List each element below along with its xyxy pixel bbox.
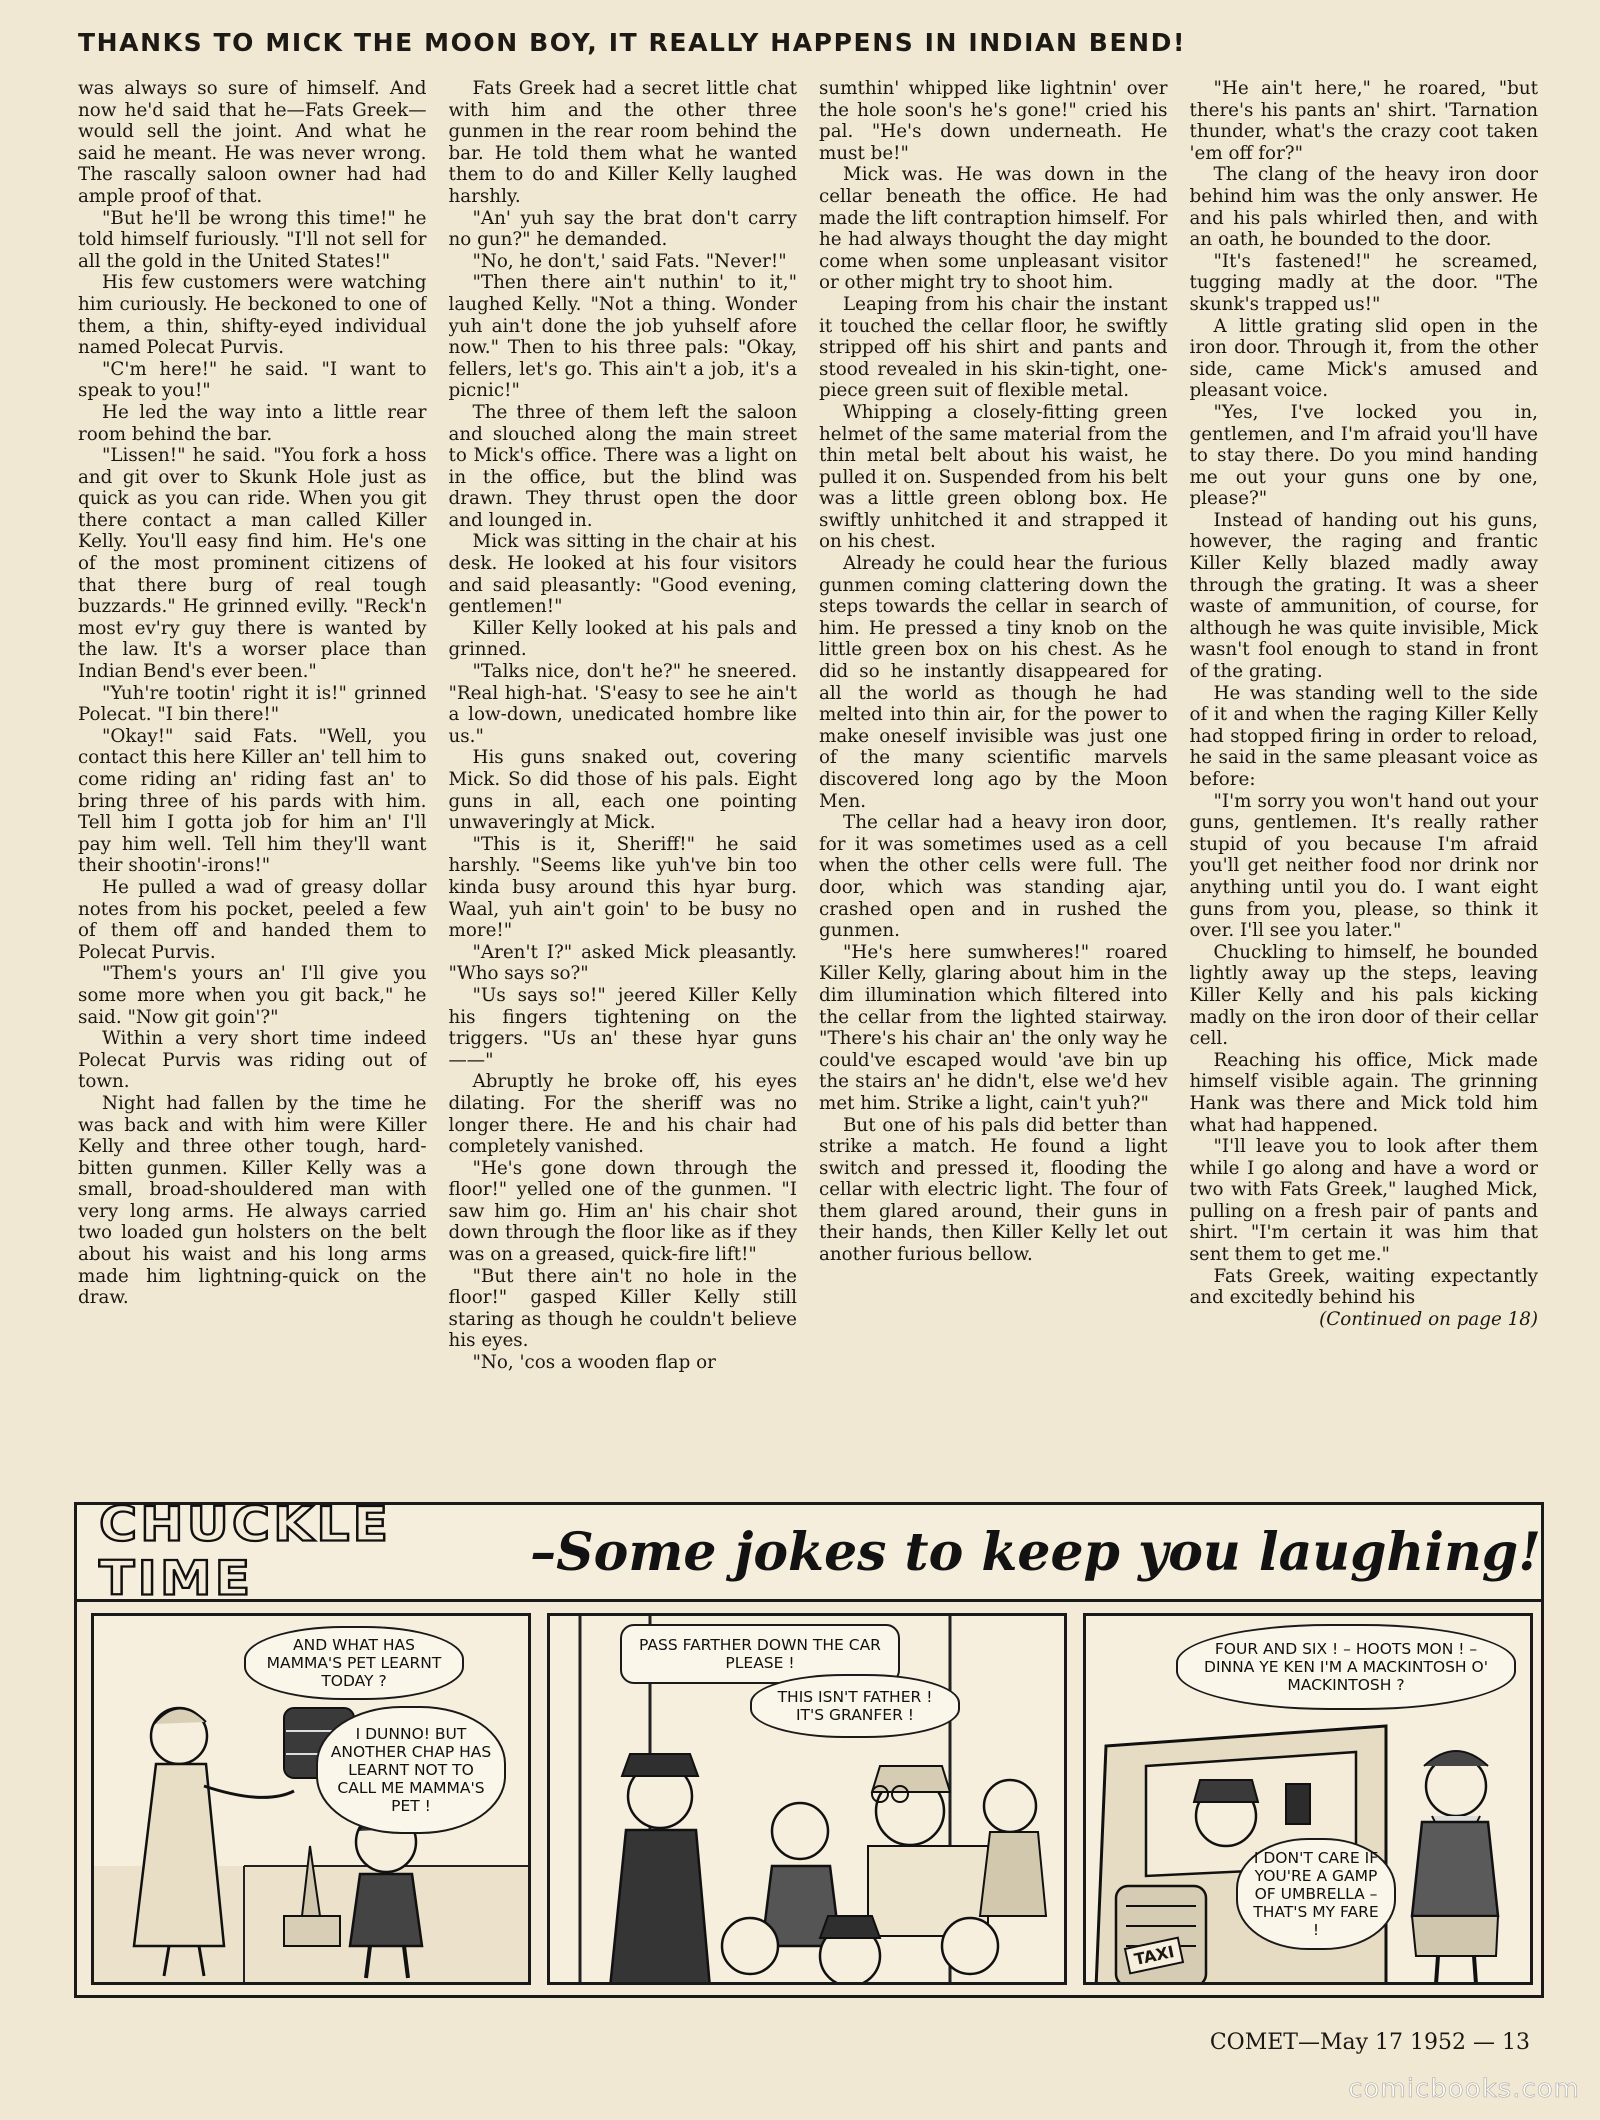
paragraph: "He's gone down through the floor!" yelled one of the gunmen. "I saw him go. Him an' his chair shot down through the floor like as if they was on a greased, quick-fire lift!" [448, 1157, 797, 1266]
paragraph: "Then there ain't nuthin' to it," laughed Kelly. "Not a thing. Wonder yuh ain't done the job yuhself afore now." Then to his three pals: "Okay, fellers, let's go. This ain't a job, it's a picnic!" [448, 272, 797, 402]
paragraph: His few customers were watching him curiously. He beckoned to one of them, a thin, shifty-eyed individual named Polecat Purvis. [78, 272, 427, 359]
speech-bubble-mother: AND WHAT HAS MAMMA'S PET LEARNT TODAY ? [244, 1626, 464, 1700]
chuckle-time-strip [74, 1498, 1544, 1998]
paragraph: Fats Greek, waiting expectantly and excitedly behind his [1189, 1265, 1538, 1309]
paragraph: Mick was sitting in the chair at his desk. He looked at his four visitors and said pleasantly: "Good evening, gentlemen!" [448, 531, 797, 618]
paragraph: "This is it, Sheriff!" he said harshly. "Seems like yuh've bin too kinda busy around this hyar burg. Waal, yuh ain't goin' to be busy no more!" [448, 833, 797, 942]
paragraph: Chuckling to himself, he bounded lightly away up the steps, leaving Killer Kelly and his pals kicking madly on the iron door of their cellar cell. [1189, 941, 1538, 1050]
paragraph: The three of them left the saloon and slouched along the main street to Mick's office. There was a light on in the office, but the blind was drawn. They thrust open the door and lounged in. [448, 401, 797, 531]
paragraph: But one of his pals did better than strike a match. He found a light switch and pressed it, flooding the cellar with electric light. The four of them glared around, their guns in their hands, then Killer Kelly let out another furious bellow. [819, 1114, 1168, 1266]
paragraph: Mick was. He was down in the cellar beneath the office. He had made the lift contraption himself. For he had always thought the day might come when some unpleasant visitor or other might try to shoot him. [819, 164, 1168, 294]
story-columns [78, 78, 1538, 1490]
paragraph: A little grating slid open in the iron door. Through it, from the other side, came Mick's amused and pleasant voice. [1189, 315, 1538, 402]
paragraph: "Them's yours an' I'll give you some more when you git back," he said. "Now git goin'?" [78, 963, 427, 1028]
paragraph: "No, 'cos a wooden flap or [472, 1352, 716, 1374]
chuckle-title: CHUCKLE TIME [99, 1498, 392, 1606]
paragraph: Killer Kelly looked at his pals and grinned. [448, 617, 797, 661]
paragraph: Already he could hear the furious gunmen coming clattering down the steps towards the cellar in search of him. He pressed a tiny knob on the little green box on his chest. As he did so he instantly disappeared for all the world as though he had melted into thin air, for the power to make oneself invisible was just one of the many scientific marvels discovered long ago by the Moon Men. [819, 553, 1168, 812]
paragraph: The clang of the heavy iron door behind him was the only answer. He and his pals whirled then, and with an oath, he bounded to the door. [1189, 164, 1538, 251]
story-column-1 [78, 78, 427, 1490]
paragraph: His guns snaked out, covering Mick. So did those of his pals. Eight guns in all, each one pointing unwaveringly at Mick. [448, 747, 797, 834]
story-column-4 [1190, 78, 1539, 1490]
paragraph: "It's fastened!" he screamed, tugging madly at the door. "The skunk's trapped us!" [1189, 250, 1538, 315]
continued-note: (Continued on page 18) [1319, 1308, 1538, 1330]
paragraph: Night had fallen by the time he was back and with him were Killer Kelly and three other tough, hard-bitten gunmen. Killer Kelly was a small, broad-shouldered man with very long arms. He always carried two loaded gun holsters on the belt about his waist and his long arms made him lightning-quick on the draw. [78, 1092, 427, 1309]
paragraph: He led the way into a little rear room behind the bar. [78, 401, 427, 445]
paragraph: The cellar had a heavy iron door, for it was sometimes used as a cell when the other cells were full. The door, which was standing ajar, crashed open and in rushed the gunmen. [819, 812, 1168, 942]
chuckle-banner [77, 1498, 1541, 1606]
chuckle-subtitle: –Some jokes to keep you laughing! [530, 1521, 1541, 1583]
speech-bubble-taxi-driver: I DON'T CARE IF YOU'RE A GAMP OF UMBRELLA – THAT'S MY FARE ! [1236, 1838, 1396, 1950]
paragraph: "Yes, I've locked you in, gentlemen, and I'm afraid you'll have to stay there. Do you mind handing me out your guns one by one, please?" [1189, 401, 1538, 510]
watermark: comicbooks.com [1348, 2074, 1580, 2104]
cartoon-panel-3 [1083, 1613, 1533, 1985]
paragraph: "Lissen!" he said. "You fork a hoss and git over to Skunk Hole just as quick as you can ride. When you git there contact a man called Killer Kelly. You'll easy find him. He's one of the most prominent citizens of that there burg of real tough buzzards." He grinned evilly. "Reck'n most ev'ry guy there is wanted by the law. It's a worser place than Indian Bend's ever been." [78, 445, 427, 683]
paragraph: "Aren't I?" asked Mick pleasantly. "Who says so?" [448, 941, 797, 985]
story-headline: THANKS TO MICK THE MOON BOY, IT REALLY HAPPENS IN INDIAN BEND! [78, 28, 1187, 57]
paragraph: Instead of handing out his guns, however, the raging and frantic Killer Kelly blazed madly away through the grating. It was a sheer waste of ammunition, of course, for although he was quite invisible, Mick wasn't fool enough to stand in front of the grating. [1189, 509, 1538, 683]
story-column-2 [449, 78, 798, 1490]
speech-bubble-passenger: THIS ISN'T FATHER ! IT'S GRANFER ! [750, 1674, 960, 1738]
paragraph: "He ain't here," he roared, "but there's his pants an' shirt. 'Tarnation thunder, what's the crazy coot taken 'em off for?" [1189, 78, 1538, 164]
taxi-sign: TAXI [1124, 1936, 1185, 1974]
cartoon-panel-2 [547, 1613, 1067, 1985]
paragraph: "He's here sumwheres!" roared Killer Kelly, glaring about him in the dim illumination which filtered into the cellar from the lighted stairway. "There's his chair an' the only way he could've escaped would 'ave bin up the stairs an' he didn't, else we'd hev met him. Strike a light, cain't yuh?" [819, 941, 1168, 1114]
speech-bubble-boy: I DUNNO! BUT ANOTHER CHAP HAS LEARNT NOT TO CALL ME MAMMA'S PET ! [316, 1706, 506, 1834]
paragraph: He was standing well to the side of it and when the raging Killer Kelly had stopped firing in order to reload, he said in the same pleasant voice as before: [1189, 682, 1538, 790]
paragraph: "But there ain't no hole in the floor!" gasped Killer Kelly still staring as though he couldn't believe his eyes. [448, 1265, 797, 1352]
paragraph: Whipping a closely-fitting green helmet of the same material from the thin metal belt about his waist, he pulled it on. Suspended from his belt was a little green oblong box. He swiftly unhitched it and strapped it on his chest. [819, 401, 1168, 553]
paragraph: sumthin' whipped like lightnin' over the hole soon's he's gone!" cried his pal. "He's down underneath. He must be!" [819, 78, 1168, 164]
paragraph: "Us says so!" jeered Killer Kelly his fingers tightening on the triggers. "Us an' these hyar guns——" [448, 984, 797, 1071]
paragraph: "No, he don't,' said Fats. "Never!" [472, 250, 787, 272]
paragraph: "I'm sorry you won't hand out your guns, gentlemen. It's really rather stupid of you because I'm afraid you'll get neither food nor drink nor anything until you do. I want eight guns from you, please, so think it over. I'll see you later." [1189, 790, 1538, 942]
speech-bubble-conductor: PASS FARTHER DOWN THE CAR PLEASE ! [620, 1624, 900, 1684]
page-footer: COMET—May 17 1952 — 13 [1209, 2030, 1530, 2055]
paragraph: "Okay!" said Fats. "Well, you contact this here Killer an' tell him to come riding an' riding fast an' to bring three of his pards with him. Tell him I gotta job for him an' I'll pay him well. Tell him they'll want their shootin'-irons!" [78, 725, 427, 877]
paragraph: Fats Greek had a secret little chat with him and the other three gunmen in the rear room behind the bar. He told them what he wanted them to do and Killer Kelly laughed harshly. [448, 78, 797, 207]
paragraph: Within a very short time indeed Polecat Purvis was riding out of town. [78, 1028, 427, 1093]
paragraph: He pulled a wad of greasy dollar notes from his pocket, peeled a few of them off and handed them to Polecat Purvis. [78, 876, 427, 963]
paragraph: "But he'll be wrong this time!" he told himself furiously. "I'll not sell for all the gold in the United States!" [78, 207, 427, 272]
paragraph: Abruptly he broke off, his eyes dilating. For the sheriff was no longer there. He and his chair had completely vanished. [448, 1071, 797, 1158]
paragraph: Reaching his office, Mick made himself visible again. The grinning Hank was there and Mick told him what had happened. [1189, 1049, 1538, 1136]
paragraph: "I'll leave you to look after them while I go along and have a word or two with Fats Greek," laughed Mick, pulling on a fresh pair of pants and shirt. "I'm certain it was him that sent them to get me." [1189, 1136, 1538, 1266]
cartoon-panel-1 [91, 1613, 531, 1985]
paragraph: "C'm here!" he said. "I want to speak to you!" [78, 358, 427, 402]
paragraph: was always so sure of himself. And now he'd said that he—Fats Greek—would sell the joint. And what he said he meant. He was never wrong. The rascally saloon owner had had ample proof of that. [78, 78, 427, 207]
paragraph: Leaping from his chair the instant it touched the cellar floor, he swiftly stripped off his shirt and pants and stood revealed in his skin-tight, one-piece green suit of flexible metal. [819, 293, 1168, 402]
paragraph: "Yuh're tootin' right it is!" grinned Polecat. "I bin there!" [78, 682, 427, 726]
speech-bubble-scotsman: FOUR AND SIX ! – HOOTS MON ! – DINNA YE KEN I'M A MACKINTOSH O' MACKINTOSH ? [1176, 1624, 1516, 1710]
paragraph: "Talks nice, don't he?" he sneered. "Real high-hat. 'S'easy to see he ain't a low-down, unedicated hombre like us." [448, 661, 797, 747]
story-column-3 [819, 78, 1168, 1490]
paragraph: "An' yuh say the brat don't carry no gun?" he demanded. [448, 207, 797, 251]
